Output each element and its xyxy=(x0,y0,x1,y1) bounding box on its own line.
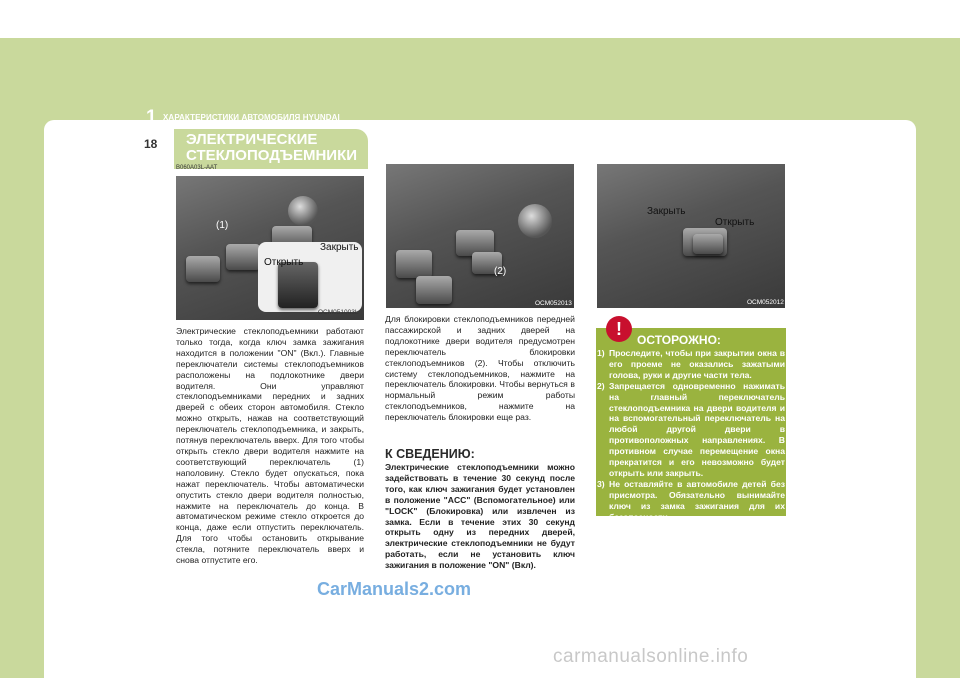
warning-item: 3) Не оставляйте в автомобиле детей без присмотра. Обязательно вынимайте ключ из замка зажигания для их безопасности. xyxy=(597,478,785,522)
header-band xyxy=(0,38,960,130)
figure-code: OCM052013 xyxy=(535,300,572,307)
side-border-left xyxy=(0,38,44,678)
body-text-left xyxy=(176,326,364,566)
caution-text: Электрические стеклоподъемники можно задействовать в течение 30 секунд после того, как ключ зажигания будет установлен в положение "ACC" (Вспомогательное) или "LOCK" (Блокировка) или извлечен из замка. Если в течение этих 30 секунд открыть одну из передних дверей, электрические стеклоподъемники не будут работать, если не установить ключ зажигания в положение "ON" (Вкл). xyxy=(385,462,575,571)
switch-shape xyxy=(416,276,452,304)
figure-passenger-switch xyxy=(597,164,785,308)
chapter-title: ХАРАКТЕРИСТИКИ АВТОМОБИЛЯ HYUNDAI xyxy=(163,113,340,122)
switch-shape xyxy=(186,256,220,282)
switch-shape xyxy=(693,234,723,254)
section-title xyxy=(186,132,366,164)
footer-site-link[interactable]: carmanualsonline.info xyxy=(553,646,749,667)
caution-heading: К СВЕДЕНИЮ: xyxy=(385,447,475,461)
warning-icon: ! xyxy=(606,316,632,342)
chapter-number: 1 xyxy=(146,107,157,128)
figure-label-close: Закрыть xyxy=(647,206,686,217)
figure-label-open: Открыть xyxy=(264,257,304,268)
figure-code: OCM051003L xyxy=(318,309,359,316)
mirror-knob xyxy=(518,204,552,238)
body-paragraph: Электрические стеклоподъемники работают только тогда, когда ключ замка зажигания находится в положении "ON" (Вкл.). Главные переключатели системы стеклоподъемников расположены на подлокотнике двери водителя. Они управляют стеклоподъемниками передних и задних дверей с обеих сторон автомобиля. Стекло можно открыть, нажав на соответствующий переключатель стеклоподъемника, и закрыть, потянув переключатель вверх. Для того чтобы открыть стекло двери водителя нажмите на соответствующий переключатель (1) наполовину. Стекло будет опускаться, пока нажат переключатель. Чтобы автоматически опустить стекло двери водителя полностью, нажмите на переключатель до конца. В автоматическом режиме стекло откроется до конца, даже если отпустить переключатель. Для того чтобы остановить открывание стекла, потяните переключатель вверх и снова отпустите его. xyxy=(176,326,364,566)
body-paragraph: Для блокировки стеклоподъемников передней пассажирской и задних дверей на подлокотнике двери водителя предусмотрен переключатель блокировки стеклоподъемников (2). Чтобы отключить систему стеклоподъемников, нажмите на переключатель блокировки. Чтобы вернуться в нормальный режим работы стеклоподъемников, нажмите на переключатель блокировки еще раз. xyxy=(385,314,575,423)
mirror-knob xyxy=(288,196,318,226)
figure-label-1: (1) xyxy=(216,220,229,231)
body-text-middle xyxy=(385,314,575,423)
figure-driver-switches xyxy=(176,176,364,320)
section-code: B060A03L-AAT xyxy=(176,165,218,171)
page-number: 18 xyxy=(144,137,158,151)
warning-list xyxy=(597,348,785,523)
watermark-link[interactable]: CarManuals2.com xyxy=(317,579,472,599)
switch-shape xyxy=(226,244,260,270)
section-title-line2: СТЕКЛОПОДЪЕМНИКИ xyxy=(186,147,358,164)
figure-label-close: Закрыть xyxy=(320,242,359,253)
switch-closeup xyxy=(278,262,318,308)
figure-label-2: (2) xyxy=(494,266,507,277)
figure-lock-switch xyxy=(386,164,574,308)
warning-title: ОСТОРОЖНО: xyxy=(637,333,721,347)
figure-label-open: Открыть xyxy=(715,217,755,228)
warning-item: 1) Проследите, чтобы при закрытии окна в его проеме не оказались зажатыми голова, руки и другие части тела. xyxy=(597,348,785,380)
side-border-right xyxy=(916,38,960,678)
section-title-line1: ЭЛЕКТРИЧЕСКИЕ xyxy=(186,131,318,148)
switch-shape xyxy=(396,250,432,278)
warning-item: 2) Запрещается одновременно нажимать на главный переключатель стеклоподъемника на двери водителя и на вспомогательный переключатель на любой другой двери в противоположных направлениях. В противном случае перемещение окна прекратится и его невозможно будет открыть или закрыть. xyxy=(597,380,785,478)
figure-code: OCM052012 xyxy=(747,299,784,306)
